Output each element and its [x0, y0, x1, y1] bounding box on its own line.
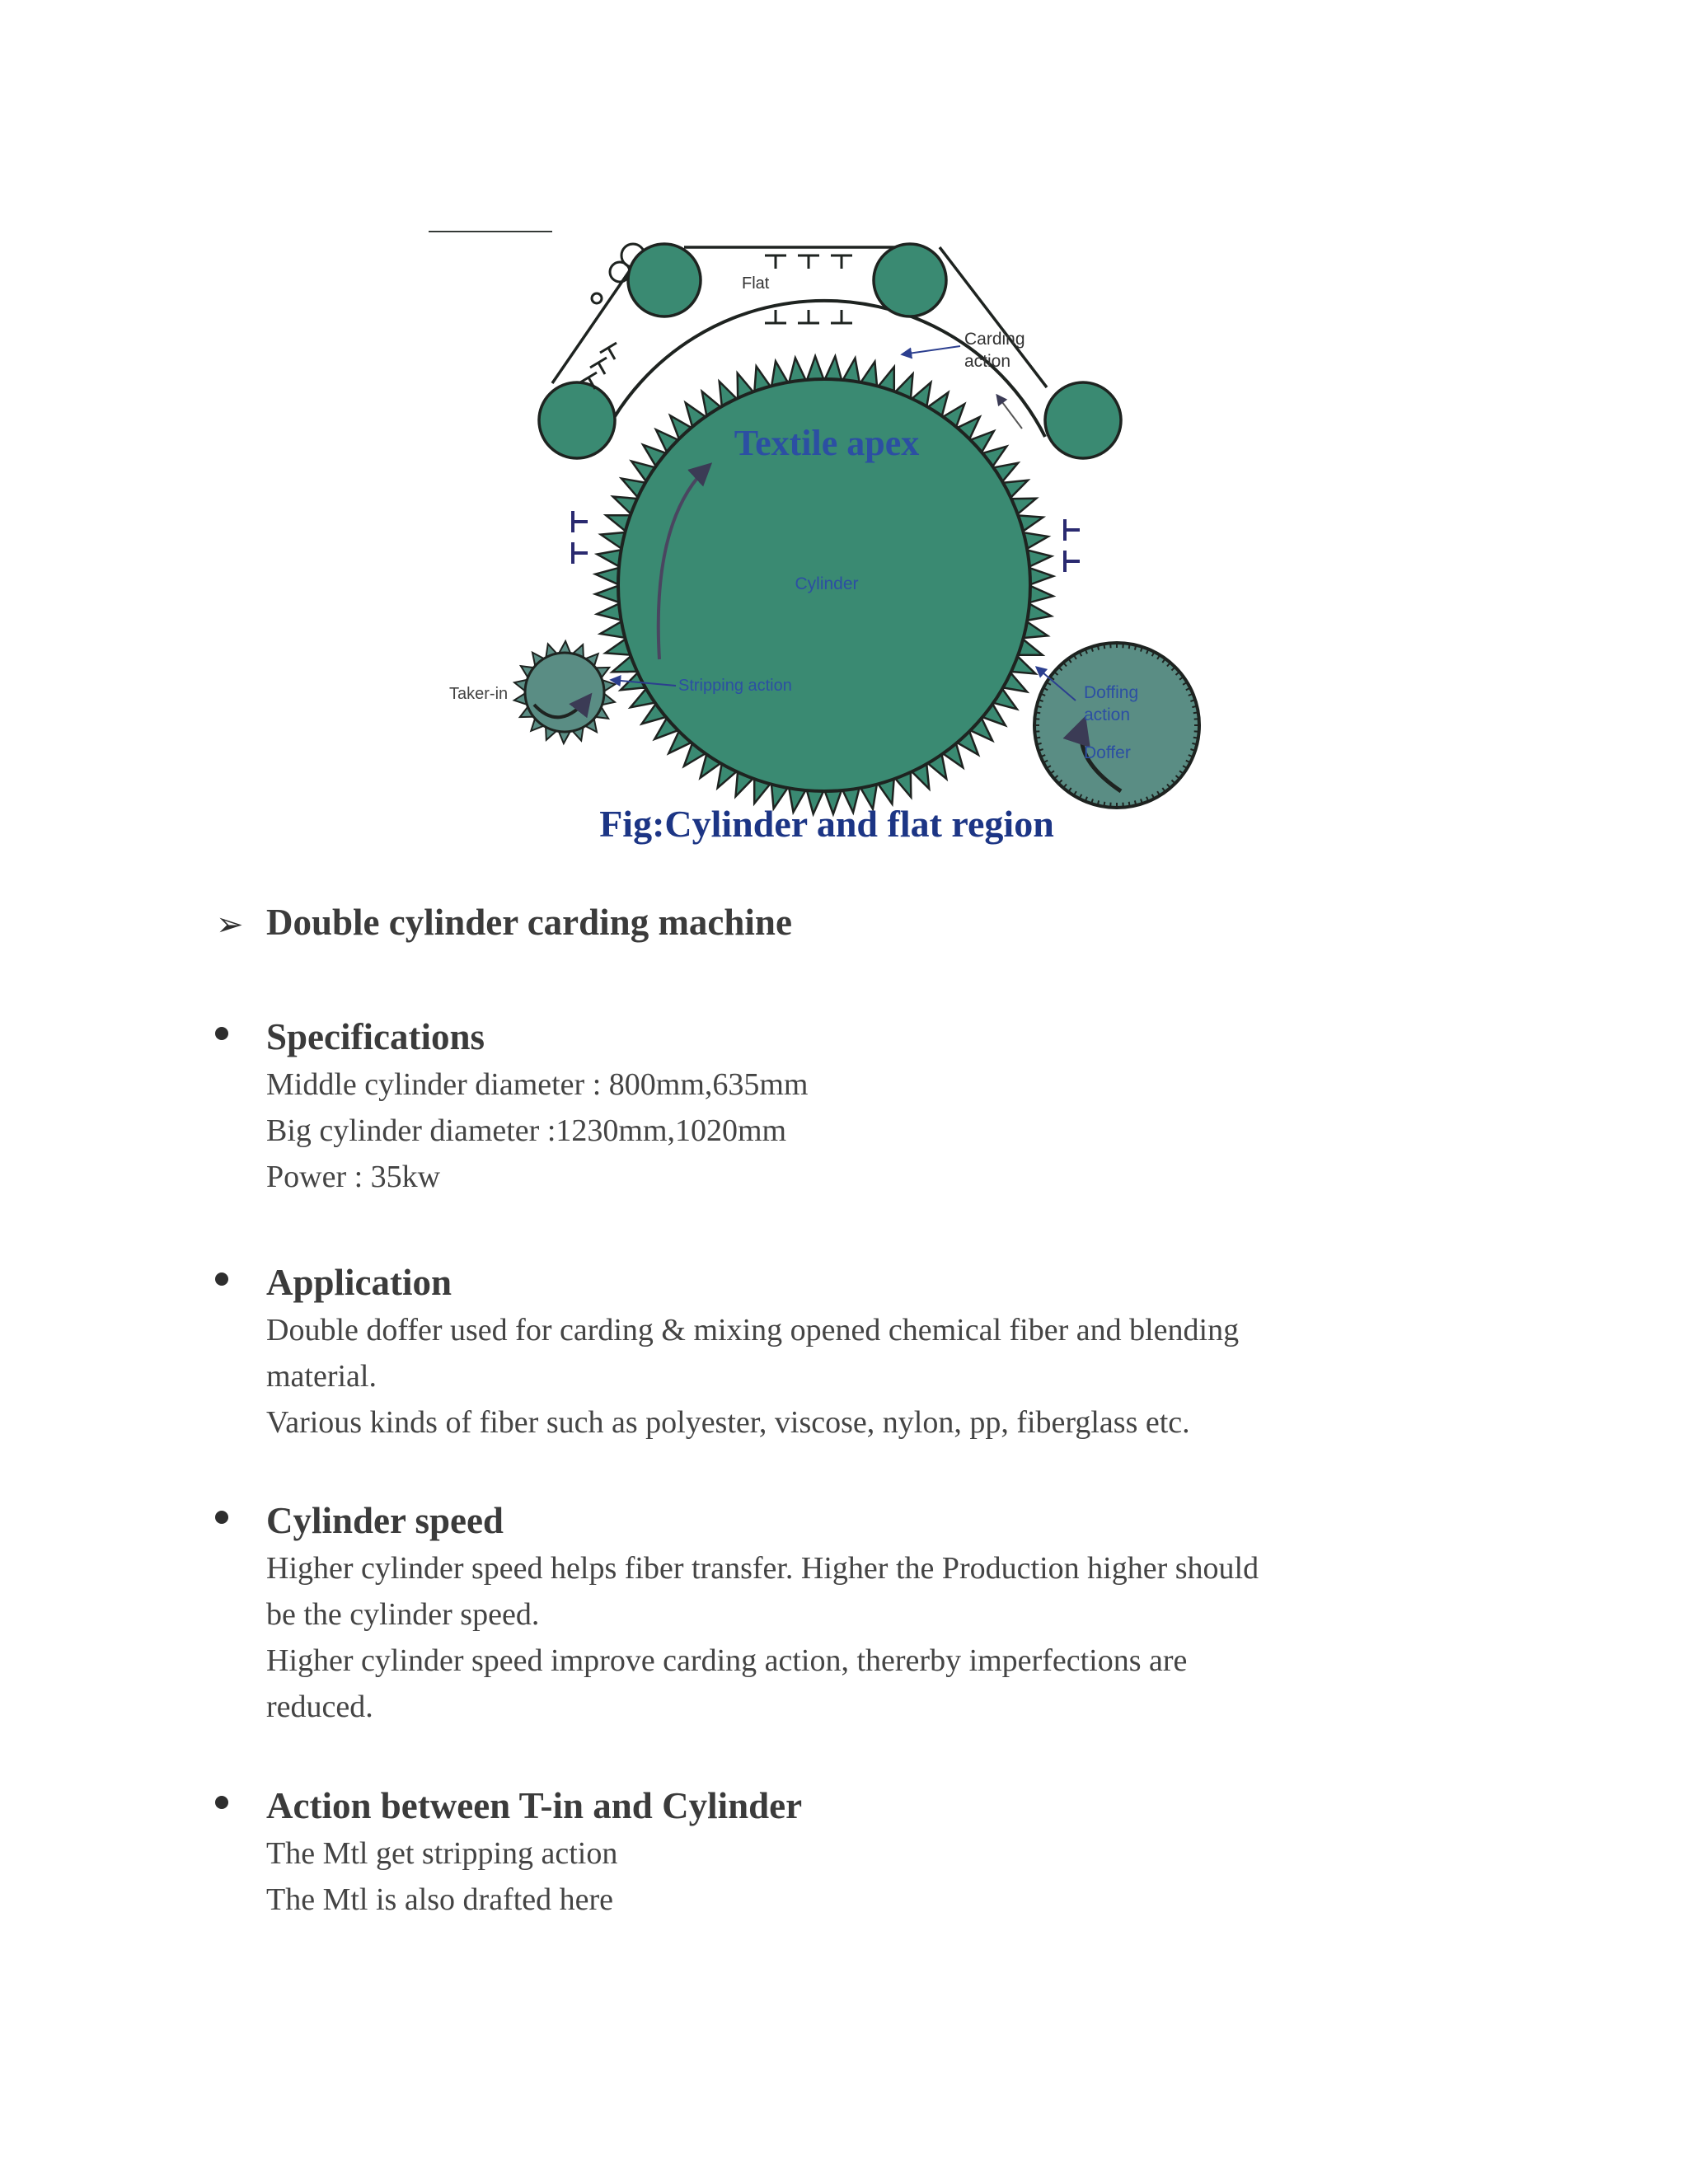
- bullet-icon: [215, 1272, 228, 1286]
- doffer-tick: [1135, 645, 1136, 650]
- label-cylinder: Cylinder: [795, 574, 859, 593]
- doffer-tick: [1192, 743, 1197, 744]
- section-title: Application: [266, 1262, 452, 1303]
- label-doffing-action-1: Doffing: [1084, 683, 1139, 702]
- section-line: be the cylinder speed.: [266, 1597, 540, 1632]
- doffer-tick: [1037, 743, 1042, 744]
- doffer-tick: [1098, 800, 1099, 805]
- label-stripping-action: Stripping action: [678, 677, 792, 695]
- heading-arrow-icon: ➢: [216, 906, 244, 943]
- doffer-tick: [1037, 706, 1042, 707]
- section-specifications: [266, 1012, 1420, 1200]
- bullet-icon: [215, 1796, 228, 1809]
- label-taker-in: Taker-in: [449, 685, 509, 703]
- section-line: material.: [266, 1359, 377, 1394]
- section-line: Big cylinder diameter :1230mm,1020mm: [266, 1113, 787, 1148]
- section-line: Higher cylinder speed improve carding action, thererby imperfections are: [266, 1643, 1188, 1678]
- section-line: Power : 35kw: [266, 1160, 441, 1194]
- doffer-tick: [1035, 712, 1040, 713]
- label-carding-action-2: action: [964, 352, 1011, 371]
- section-line: Middle cylinder diameter : 800mm,635mm: [266, 1067, 809, 1102]
- section-title: Specifications: [266, 1016, 485, 1057]
- label-carding-action-1: Carding: [964, 330, 1025, 349]
- label-doffing-action-2: action: [1084, 705, 1131, 724]
- bullet-icon: [215, 1027, 228, 1040]
- section-title: Cylinder speed: [266, 1500, 504, 1541]
- cylinder-flat-diagram: [429, 231, 1220, 874]
- taker-in-roller: [525, 653, 604, 732]
- doffer-tick: [1129, 802, 1130, 807]
- section-action-tin-cylinder: [266, 1781, 1420, 1923]
- section-line: Various kinds of fiber such as polyester, viscose, nylon, pp, fiberglass etc.: [266, 1405, 1190, 1440]
- figure-caption: Fig:Cylinder and flat region: [599, 803, 1054, 845]
- main-heading: Double cylinder carding machine: [266, 902, 792, 943]
- figure-title: Textile apex: [734, 423, 920, 463]
- section-application: [266, 1258, 1420, 1446]
- label-flat: Flat: [742, 274, 770, 293]
- section-line: Double doffer used for carding & mixing opened chemical fiber and blending: [266, 1313, 1240, 1347]
- section-line: The Mtl get stripping action: [266, 1836, 618, 1871]
- doffer-tick: [1098, 645, 1099, 650]
- doffer-tick: [1129, 644, 1130, 649]
- bullet-icon: [215, 1511, 228, 1524]
- section-line: The Mtl is also drafted here: [266, 1882, 614, 1917]
- doffer-tick: [1192, 706, 1197, 707]
- doffer-tick: [1193, 712, 1198, 713]
- label-doffer: Doffer: [1084, 743, 1131, 762]
- doffer-tick: [1135, 800, 1136, 805]
- section-line: reduced.: [266, 1690, 373, 1724]
- section-line: Higher cylinder speed helps fiber transfer. Higher the Production higher should: [266, 1551, 1259, 1586]
- section-cylinder-speed: [266, 1496, 1420, 1730]
- section-title: Action between T-in and Cylinder: [266, 1785, 803, 1826]
